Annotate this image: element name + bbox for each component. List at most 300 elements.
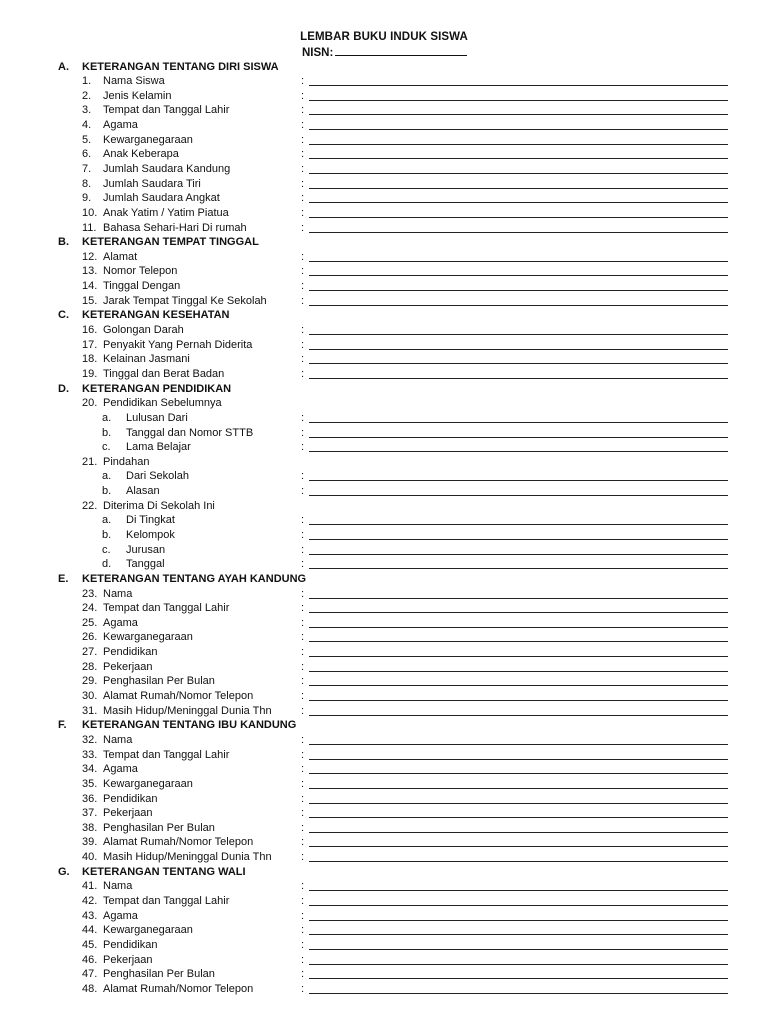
field-number: 28. [82,660,98,673]
fill-in-line[interactable] [309,144,728,145]
fill-in-line[interactable] [309,261,728,262]
field-number: 24. [82,602,98,615]
field-colon: : [301,953,305,966]
field-number: 43. [82,909,98,922]
document-title: LEMBAR BUKU INDUK SISWA [300,31,468,43]
field-label: Nama [103,733,133,746]
field-number: 42. [82,895,98,908]
field-label: Dari Sekolah [126,470,189,483]
field-label: Penghasilan Per Bulan [103,968,215,981]
form-field-row [0,660,768,675]
fill-in-line[interactable] [309,305,728,306]
field-colon: : [301,529,305,541]
field-colon: : [301,602,305,615]
field-number: a. [102,411,112,424]
field-colon: : [301,777,305,790]
form-field-row [0,630,768,645]
field-label: Tanggal dan Nomor STTB [126,426,254,439]
field-colon: : [301,221,305,234]
form-subfield-row [0,469,768,484]
form-field-row [0,748,768,763]
form-subfield-row [0,484,768,499]
fill-in-line[interactable] [309,627,728,628]
fill-in-line[interactable] [309,803,728,804]
section-title: KETERANGAN KESEHATAN [82,309,230,322]
section-header [0,382,768,397]
field-number: 44. [82,924,98,937]
section-header [0,572,768,587]
field-colon: : [301,748,305,761]
field-number: 19. [82,367,98,380]
form-field-row [0,792,768,807]
form-field-row [0,821,768,836]
fill-in-line[interactable] [309,744,728,745]
form-field-row [0,879,768,894]
field-colon: : [301,265,305,278]
fill-in-line[interactable] [309,920,728,921]
field-colon: : [301,924,305,937]
fill-in-line[interactable] [309,846,728,847]
form-field-row [0,953,768,968]
field-label: Kewarganegaraan [103,924,193,937]
field-number: 7. [82,162,92,175]
field-label: Jurusan [126,543,166,556]
fill-in-line[interactable] [309,656,728,657]
field-label: Nama [103,587,133,600]
field-number: 37. [82,807,98,820]
fill-in-line[interactable] [309,978,728,979]
form-field-row [0,89,768,104]
section-header [0,60,768,75]
field-colon: : [301,119,305,132]
form-field-row [0,499,768,514]
fill-in-line[interactable] [309,905,728,906]
field-label: Anak Keberapa [103,148,179,161]
fill-in-line[interactable] [309,334,728,335]
field-colon: : [301,675,305,688]
field-number: 23. [82,587,98,600]
fill-in-line[interactable] [309,100,728,101]
field-number: 41. [82,880,98,893]
field-colon: : [301,280,305,293]
fill-in-line[interactable] [309,85,728,86]
field-number: 35. [82,777,98,790]
fill-in-line[interactable] [309,715,728,716]
field-number: 29. [82,675,98,688]
fill-in-line[interactable] [309,568,728,569]
field-label: Kelompok [126,529,175,541]
section-title: KETERANGAN TENTANG AYAH KANDUNG [82,572,307,585]
field-number: 36. [82,792,98,805]
form-field-row [0,279,768,294]
field-number: 8. [82,177,92,190]
fill-in-line[interactable] [309,275,728,276]
field-label: Nama [103,880,133,893]
field-label: Jenis Kelamin [103,89,172,102]
nisn-field[interactable] [302,45,467,60]
field-number: 48. [82,982,98,995]
field-label: Alamat Rumah/Nomor Telepon [103,690,254,703]
field-number: 21. [82,455,98,468]
field-colon: : [301,792,305,805]
fill-in-line[interactable] [309,363,728,364]
field-label: Bahasa Sehari-Hari Di rumah [103,221,247,234]
field-number: 40. [82,851,98,864]
field-number: 25. [82,616,98,629]
form-field-row [0,938,768,953]
field-colon: : [301,880,305,893]
form-field-row [0,616,768,631]
fill-in-line[interactable] [309,114,728,115]
field-number: 14. [82,280,98,293]
field-label: Agama [103,616,138,629]
form-field-row [0,250,768,265]
field-label: Golongan Darah [103,324,184,337]
fill-in-line[interactable] [309,422,728,423]
field-number: 34. [82,763,98,776]
field-number: b. [102,426,112,439]
field-label: Pekerjaan [103,660,153,673]
field-label: Agama [103,909,138,922]
form-field-row [0,967,768,982]
section-letter: B. [58,236,69,249]
field-label: Alasan [126,485,160,498]
section-header [0,235,768,250]
form-field-row [0,323,768,338]
form-field-row [0,762,768,777]
form-field-row [0,74,768,89]
field-number: 26. [82,631,98,644]
field-colon: : [301,587,305,600]
fill-in-line[interactable] [309,641,728,642]
field-colon: : [301,485,305,498]
section-title: KETERANGAN TENTANG IBU KANDUNG [82,719,297,732]
field-number: 17. [82,338,98,351]
section-letter: C. [58,309,69,322]
field-number: 1. [82,75,92,88]
field-number: 11. [82,221,97,234]
section-title: KETERANGAN TENTANG WALI [82,865,246,878]
section-letter: G. [58,865,70,878]
field-label: Kewarganegaraan [103,133,193,146]
field-label: Tempat dan Tanggal Lahir [103,895,230,908]
field-number: 20. [82,397,98,410]
field-colon: : [301,968,305,981]
fill-in-line[interactable] [309,480,728,481]
field-label: Tempat dan Tanggal Lahir [103,748,230,761]
form-subfield-row [0,528,768,543]
field-label: Penyakit Yang Pernah Diderita [103,338,253,351]
form-field-row [0,352,768,367]
section-letter: F. [58,719,67,732]
form-field-row [0,733,768,748]
field-label: Kewarganegaraan [103,777,193,790]
fill-in-line[interactable] [309,788,728,789]
field-colon: : [301,543,305,556]
field-colon: : [301,616,305,629]
form-field-row [0,338,768,353]
field-number: 22. [82,499,98,512]
fill-in-line[interactable] [309,173,728,174]
section-header [0,865,768,880]
fill-in-line[interactable] [309,685,728,686]
field-number: 31. [82,704,98,717]
form-field-row [0,206,768,221]
form-field-row [0,982,768,997]
field-number: 15. [82,294,98,307]
field-label: Kelainan Jasmani [103,353,190,366]
field-number: b. [102,529,112,541]
form-field-row [0,191,768,206]
field-colon: : [301,162,305,175]
field-colon: : [301,938,305,951]
section-header [0,308,768,323]
fill-in-line[interactable] [309,759,728,760]
field-colon: : [301,660,305,673]
field-colon: : [301,646,305,659]
form-field-row [0,689,768,704]
fill-in-line[interactable] [309,861,728,862]
field-number: a. [102,470,112,483]
field-label: Kewarganegaraan [103,631,193,644]
fill-in-line[interactable] [309,598,728,599]
section-letter: E. [58,572,69,585]
field-label: Diterima Di Sekolah Ini [103,499,215,512]
section-header [0,718,768,733]
field-label: Masih Hidup/Meninggal Dunia Thn [103,704,272,717]
fill-in-line[interactable] [309,188,728,189]
fill-in-line[interactable] [309,290,728,291]
field-label: Alamat Rumah/Nomor Telepon [103,982,254,995]
section-title: KETERANGAN TENTANG DIRI SISWA [82,60,279,73]
field-number: 10. [82,206,98,219]
fill-in-line[interactable] [309,700,728,701]
form-field-row [0,264,768,279]
field-colon: : [301,514,305,527]
form-field-row [0,133,768,148]
field-number: c. [102,441,111,454]
field-colon: : [301,851,305,864]
fill-in-line[interactable] [309,349,728,350]
fill-in-line[interactable] [309,964,728,965]
field-label: Jumlah Saudara Kandung [103,162,231,175]
form-field-row [0,455,768,470]
form-field-row [0,645,768,660]
form-field-row [0,806,768,821]
fill-in-line[interactable] [309,890,728,891]
section-title: KETERANGAN TEMPAT TINGGAL [82,236,259,249]
field-label: Pekerjaan [103,807,153,820]
form-field-row [0,909,768,924]
field-colon: : [301,250,305,263]
field-colon: : [301,631,305,644]
fill-in-line[interactable] [309,993,728,994]
field-label: Tinggal dan Berat Badan [103,367,225,380]
field-label: Penghasilan Per Bulan [103,675,215,688]
form-field-row [0,777,768,792]
form-rows [0,60,768,997]
field-label: Nama Siswa [103,75,165,88]
field-label: Tempat dan Tanggal Lahir [103,104,230,117]
field-colon: : [301,441,305,454]
fill-in-line[interactable] [309,773,728,774]
fill-in-line[interactable] [309,129,728,130]
field-label: Jumlah Saudara Angkat [103,192,220,205]
form-subfield-row [0,426,768,441]
field-label: Pendidikan [103,646,158,659]
field-number: 9. [82,192,92,205]
form-field-row [0,103,768,118]
field-colon: : [301,704,305,717]
fill-in-line[interactable] [309,202,728,203]
field-label: Lulusan Dari [126,411,188,424]
fill-in-line[interactable] [309,232,728,233]
fill-in-line[interactable] [309,554,728,555]
form-field-row [0,894,768,909]
fill-in-line[interactable] [309,671,728,672]
field-label: Pindahan [103,455,150,468]
fill-in-line[interactable] [309,949,728,950]
field-colon: : [301,470,305,483]
form-field-row [0,162,768,177]
field-colon: : [301,353,305,366]
form-field-row [0,850,768,865]
field-colon: : [301,89,305,102]
fill-in-line[interactable] [309,451,728,452]
field-colon: : [301,411,305,424]
field-colon: : [301,909,305,922]
field-number: 47. [82,968,98,981]
form-field-row [0,221,768,236]
field-colon: : [301,690,305,703]
field-colon: : [301,836,305,849]
fill-in-line[interactable] [309,217,728,218]
field-colon: : [301,426,305,439]
section-letter: A. [58,60,69,73]
field-number: a. [102,514,112,527]
field-colon: : [301,294,305,307]
form-field-row [0,177,768,192]
field-label: Penghasilan Per Bulan [103,821,215,834]
form-field-row [0,367,768,382]
form-subfield-row [0,440,768,455]
field-colon: : [301,75,305,88]
section-title: KETERANGAN PENDIDIKAN [82,382,232,395]
form-field-row [0,601,768,616]
form-subfield-row [0,557,768,572]
field-colon: : [301,895,305,908]
form-subfield-row [0,411,768,426]
field-colon: : [301,807,305,820]
fill-in-line[interactable] [309,934,728,935]
form-field-row [0,674,768,689]
fill-in-line[interactable] [309,495,728,496]
field-label: Pendidikan [103,938,158,951]
field-number: 3. [82,104,92,117]
fill-in-line[interactable] [309,612,728,613]
field-colon: : [301,148,305,161]
field-colon: : [301,206,305,219]
form-field-row [0,118,768,133]
fill-in-line[interactable] [309,832,728,833]
field-number: 4. [82,119,92,132]
fill-in-line[interactable] [309,817,728,818]
field-colon: : [301,177,305,190]
fill-in-line[interactable] [309,378,728,379]
field-number: 5. [82,133,92,146]
form-field-row [0,396,768,411]
field-number: 45. [82,938,98,951]
field-colon: : [301,982,305,995]
field-colon: : [301,192,305,205]
field-colon: : [301,558,305,571]
fill-in-line[interactable] [309,158,728,159]
field-label: Agama [103,119,138,132]
field-colon: : [301,338,305,351]
field-label: Pendidikan Sebelumnya [103,397,222,410]
field-number: 18. [82,353,98,366]
field-label: Tinggal Dengan [103,280,181,293]
form-field-row [0,587,768,602]
field-number: 16. [82,324,98,337]
field-label: Di Tingkat [126,514,175,527]
field-colon: : [301,367,305,380]
field-label: Lama Belajar [126,441,191,454]
field-colon: : [301,104,305,117]
field-number: 30. [82,690,98,703]
field-colon: : [301,324,305,337]
field-number: 27. [82,646,98,659]
field-colon: : [301,733,305,746]
fill-in-line[interactable] [309,539,728,540]
form-field-row [0,835,768,850]
form-field-row [0,147,768,162]
field-label: Agama [103,763,138,776]
form-field-row [0,294,768,309]
field-label: Tanggal [126,558,165,571]
fill-in-line[interactable] [309,524,728,525]
field-number: 38. [82,821,98,834]
field-number: 46. [82,953,98,966]
field-number: 33. [82,748,98,761]
fill-in-line[interactable] [309,437,728,438]
field-number: 13. [82,265,98,278]
field-label: Pendidikan [103,792,158,805]
section-letter: D. [58,382,69,395]
nisn-blank-line[interactable] [335,45,467,56]
field-label: Jumlah Saudara Tiri [103,177,201,190]
field-number: 39. [82,836,98,849]
form-subfield-row [0,543,768,558]
field-colon: : [301,821,305,834]
field-number: c. [102,543,111,556]
field-number: 6. [82,148,92,161]
form-field-row [0,923,768,938]
field-label: Anak Yatim / Yatim Piatua [103,206,229,219]
field-number: 32. [82,733,98,746]
field-number: 12. [82,250,98,263]
form-subfield-row [0,513,768,528]
field-label: Alamat [103,250,138,263]
nisn-label: NISN: [302,47,334,59]
field-number: 2. [82,89,92,102]
field-label: Masih Hidup/Meninggal Dunia Thn [103,851,272,864]
field-colon: : [301,133,305,146]
field-number: b. [102,485,112,498]
field-label: Pekerjaan [103,953,153,966]
field-label: Jarak Tempat Tinggal Ke Sekolah [103,294,267,307]
field-label: Tempat dan Tanggal Lahir [103,602,230,615]
